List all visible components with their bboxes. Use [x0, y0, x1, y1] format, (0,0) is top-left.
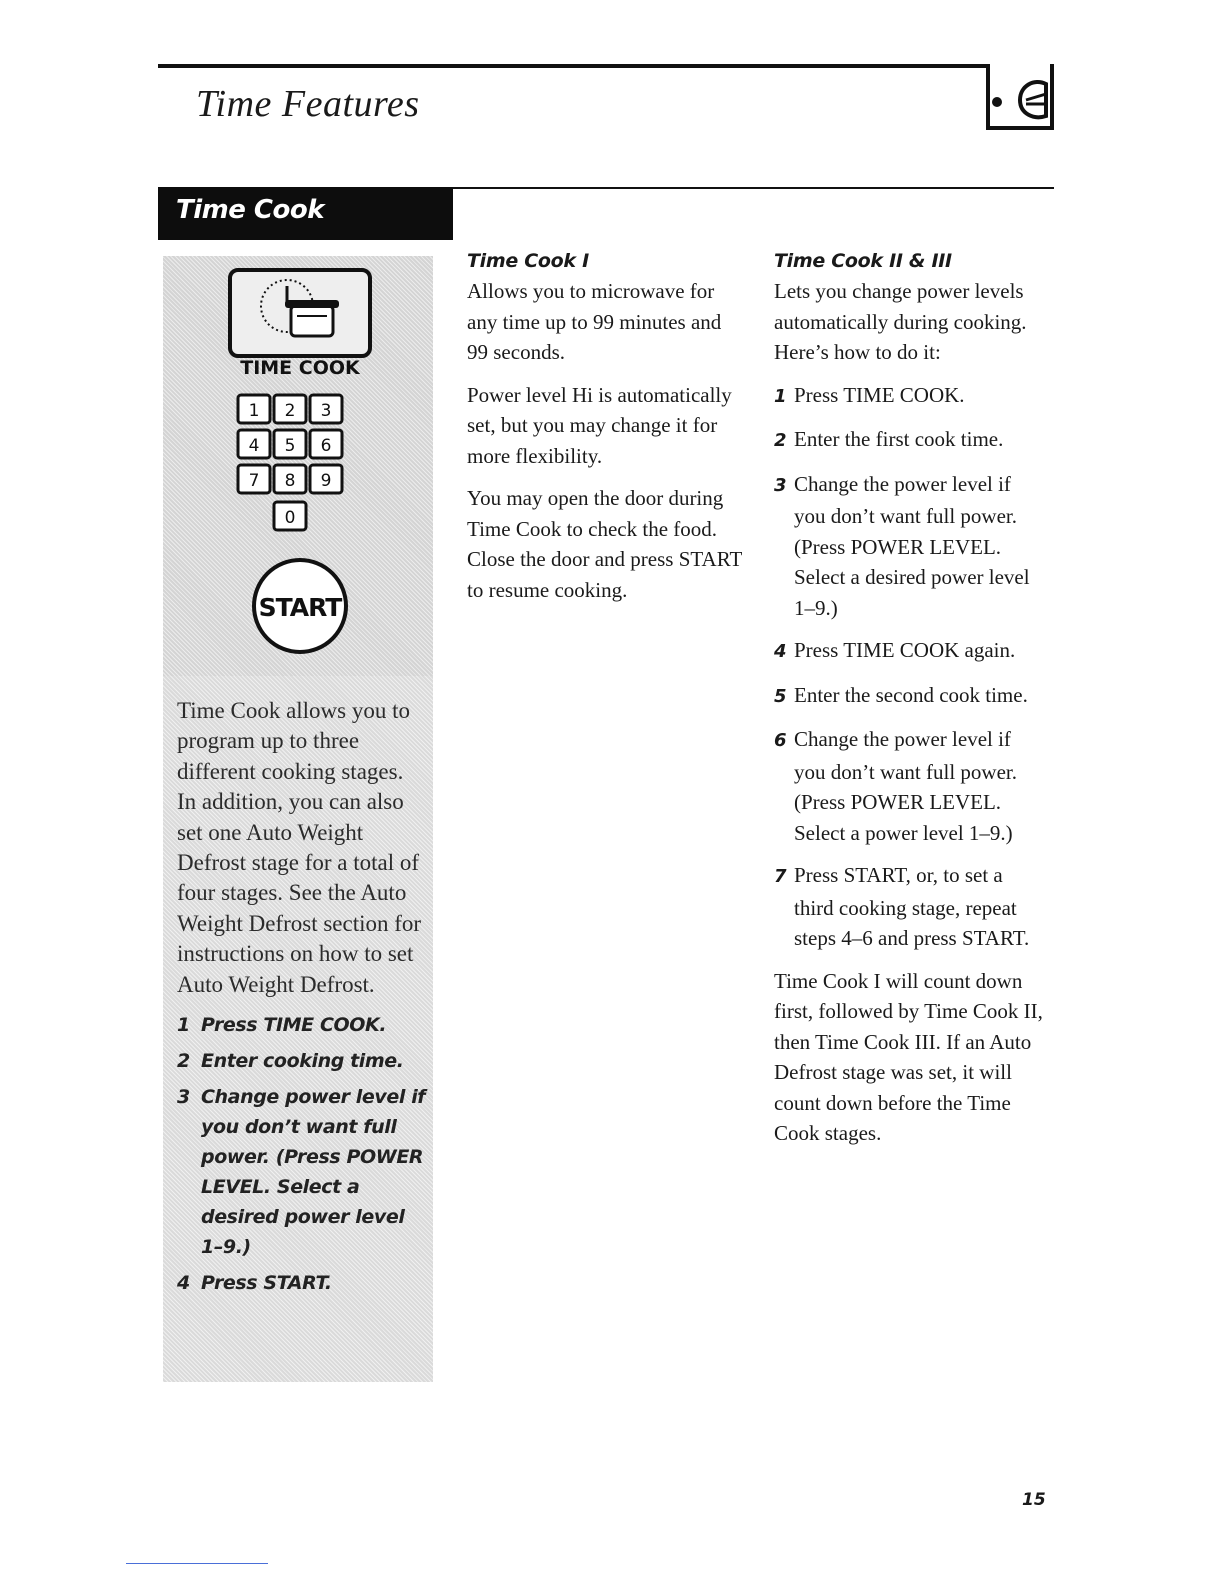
step-text: Enter the first cook time.: [794, 427, 1004, 451]
note-box: [163, 676, 433, 1382]
time-cook-i-column: [467, 250, 742, 617]
step-number: 2: [774, 430, 787, 451]
start-label: START: [258, 593, 342, 622]
section-title: Time Cook: [176, 195, 325, 225]
note-step: [177, 1010, 427, 1040]
step-item: [774, 635, 1044, 668]
step-number: 1: [774, 385, 787, 407]
step-number: 4: [177, 1272, 190, 1295]
step-text: Change power level if you don’t want full power. (Press POWER LEVEL. Select a desired power level 1–9.): [201, 1086, 426, 1259]
step-item: [774, 380, 1044, 413]
step-text: Press START.: [201, 1272, 332, 1295]
key-4-label: 4: [248, 436, 260, 456]
note-step: [177, 1046, 427, 1076]
step-number: 3: [177, 1086, 190, 1109]
key-7-label: 7: [248, 471, 260, 491]
key-0-label: 0: [284, 508, 296, 528]
column-heading: Time Cook II & III: [774, 250, 952, 272]
column-heading: Time Cook I: [467, 250, 589, 272]
step-item: [774, 860, 1044, 954]
key-8-label: 8: [284, 471, 296, 491]
time-cook-ii-iii-column: [774, 250, 1044, 1161]
key-3-label: 3: [320, 401, 332, 421]
control-panel-drawing: [163, 256, 433, 686]
step-text: Press TIME COOK.: [794, 382, 965, 407]
key-2-label: 2: [284, 401, 296, 421]
step-item: [774, 469, 1044, 624]
key-9-label: 9: [320, 471, 332, 491]
note-steps: [177, 1010, 427, 1298]
key-5-label: 5: [284, 436, 296, 456]
note-step: [177, 1268, 427, 1298]
key-6-label: 6: [320, 436, 332, 456]
step-number: 4: [774, 641, 787, 662]
paragraph: Allows you to microwave for any time up to 99 minutes and 99 seconds.: [467, 279, 722, 364]
step-item: [774, 724, 1044, 848]
step-text: Change the power level if you don’t want full power. (Press POWER LEVEL. Select a desired power level 1–9.): [794, 471, 1030, 620]
step-number: 2: [177, 1050, 190, 1073]
page-title: Time Features: [196, 83, 420, 125]
step-list: [774, 380, 1044, 954]
paragraph: Time Cook I will count down first, followed by Time Cook II, then Time Cook III. If an Auto Defrost stage was set, it will count down before the Time Cook stages.: [774, 968, 1043, 1145]
page-number: 15: [1022, 1490, 1046, 1510]
step-item: [774, 680, 1044, 713]
step-item: [774, 424, 1044, 457]
note-step: [177, 1082, 427, 1262]
section-tab: [158, 187, 453, 240]
step-number: 1: [177, 1014, 190, 1037]
header-rule: [158, 64, 1054, 68]
step-text: Press TIME COOK.: [201, 1014, 387, 1037]
step-text: Enter cooking time.: [201, 1050, 404, 1073]
step-text: Press TIME COOK again.: [794, 638, 1016, 662]
key-1-label: 1: [248, 401, 260, 421]
time-cook-label: TIME COOK: [240, 357, 360, 379]
paragraph: Power level Hi is automatically set, but you may change it for more flexibility.: [467, 382, 732, 468]
step-number: 7: [774, 866, 787, 887]
step-number: 5: [774, 685, 787, 707]
paragraph: Lets you change power levels automatically during cooking. Here’s how to do it:: [774, 279, 1027, 364]
step-text: Enter the second cook time.: [794, 682, 1028, 707]
control-panel-illustration: [163, 256, 433, 686]
microwave-tab-icon: [986, 64, 1054, 130]
step-text: Press START, or, to set a third cooking stage, repeat steps 4–6 and press START.: [794, 863, 1030, 950]
paragraph: You may open the door during Time Cook to check the food. Close the door and press START to resume cooking.: [467, 486, 742, 602]
note-intro: Time Cook allows you to program up to three different cooking stages. In addition, you can also set one Auto Weight Defrost stage for a total of four stages. See the Auto Weight Defrost section for instructions on how to set Auto Weight Defrost.: [177, 698, 422, 997]
step-number: 3: [774, 474, 787, 496]
step-number: 6: [774, 730, 787, 751]
step-text: Change the power level if you don’t want full power. (Press POWER LEVEL. Select a power level 1–9.): [794, 727, 1018, 845]
footer-line: [126, 1563, 268, 1564]
